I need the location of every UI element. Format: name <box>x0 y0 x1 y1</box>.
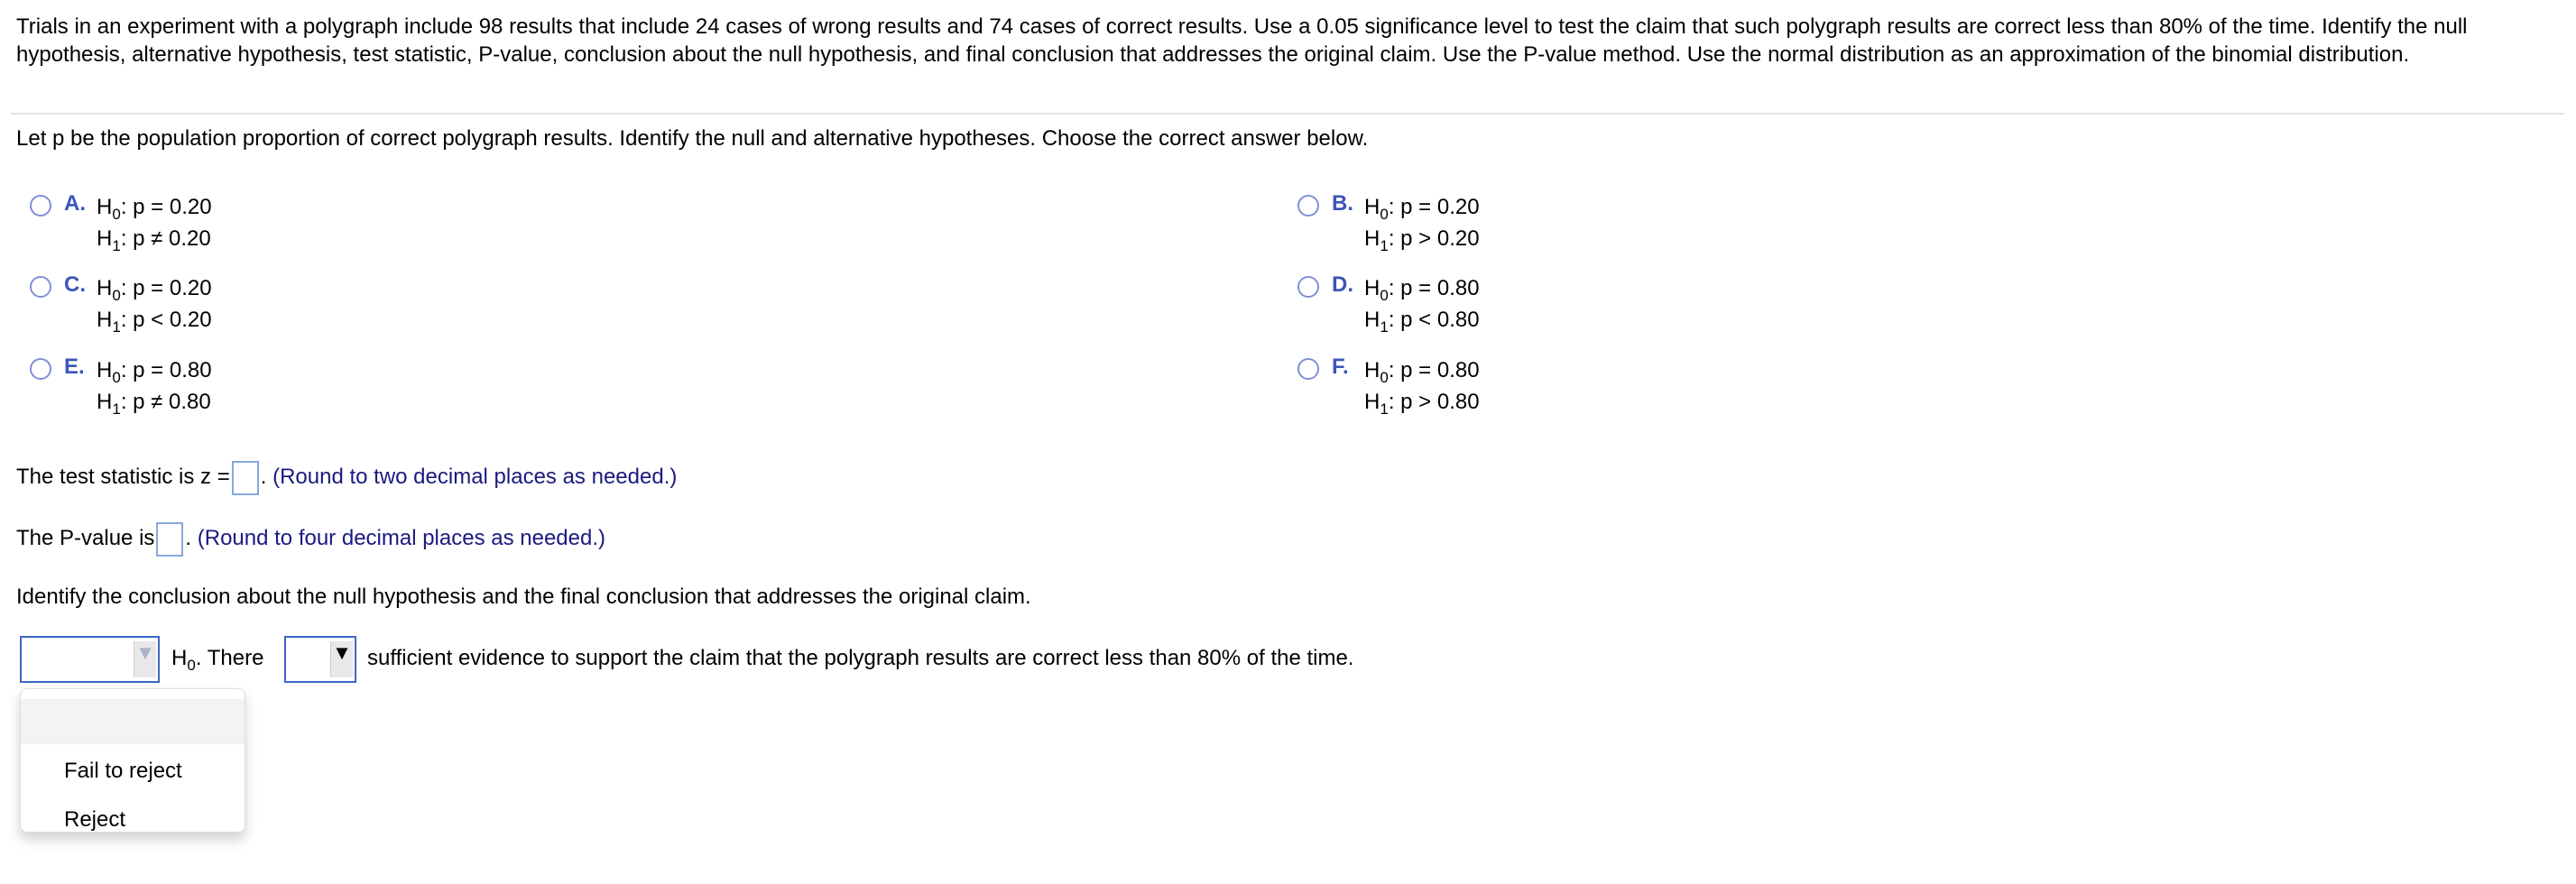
test-statistic-input[interactable] <box>232 461 259 495</box>
chevron-down-icon[interactable]: ▼ <box>330 641 353 677</box>
h-subscript: 0 <box>112 287 121 304</box>
h-letter: H <box>171 646 188 670</box>
h1-statement: : p > 0.20 <box>1388 226 1480 251</box>
null-hypothesis <box>97 191 212 223</box>
dropdown-option-reject[interactable]: Reject <box>64 807 126 832</box>
alternative-hypothesis <box>97 223 212 254</box>
dropdown-option-fail-to-reject[interactable]: Fail to reject <box>64 759 182 783</box>
option-d[interactable] <box>1297 272 1480 336</box>
option-e[interactable] <box>30 355 212 418</box>
problem-statement: Trials in an experiment with a polygraph include 98 results that include 24 cases of wrong results and 74 cases of correct results. Use a 0.05 significance level to test the claim that such polygraph results are correct less than 80% of the time. Identify the null hypothesis, alternative hypothesis, test statistic, P-value, conclusion about the null hypothesis, and final conclusion that addresses the original claim. Use the P-value method. Use the normal distribution as an approximation of the binomial distribution. <box>16 14 2468 67</box>
h-subscript: 1 <box>112 237 121 254</box>
h-letter: H <box>1364 195 1380 219</box>
test-statistic-label: The test statistic is z = <box>16 465 230 489</box>
h-letter: H <box>97 226 113 251</box>
h-letter: H <box>1364 308 1380 332</box>
h-letter: H <box>97 308 113 332</box>
h-subscript: 1 <box>1380 237 1389 254</box>
rounding-hint: (Round to two decimal places as needed.) <box>272 465 678 489</box>
h-subscript: 0 <box>112 206 121 223</box>
h0-statement: : p = 0.80 <box>1388 358 1480 382</box>
radio-button[interactable] <box>30 195 51 216</box>
divider <box>11 113 2564 115</box>
option-letter: E. <box>64 355 85 379</box>
h0-statement: : p = 0.80 <box>120 358 212 382</box>
alternative-hypothesis <box>1364 223 1480 254</box>
radio-button[interactable] <box>1297 276 1319 298</box>
h-subscript: 1 <box>1380 401 1389 418</box>
option-b[interactable] <box>1297 191 1480 254</box>
alternative-hypothesis <box>97 304 212 336</box>
chevron-down-icon[interactable]: ▼ <box>134 641 156 677</box>
hypotheses <box>97 272 212 336</box>
h-letter: H <box>97 358 113 382</box>
conclusion-text: sufficient evidence to support the claim that the polygraph results are correct less than 80% of the time. <box>367 646 1354 670</box>
h-letter: H <box>1364 358 1380 382</box>
alternative-hypothesis <box>1364 304 1480 336</box>
h0-statement: : p = 0.80 <box>1388 276 1480 300</box>
h-subscript: 1 <box>112 401 121 418</box>
hypotheses <box>1364 355 1480 418</box>
h-letter: H <box>97 276 113 300</box>
h1-statement: : p < 0.20 <box>120 308 212 332</box>
dropdown-menu <box>20 688 245 833</box>
h-subscript: 0 <box>112 369 121 386</box>
h-subscript: 0 <box>1380 369 1389 386</box>
period: . <box>185 526 192 550</box>
option-letter: F. <box>1332 355 1349 379</box>
radio-button[interactable] <box>1297 195 1319 216</box>
h-letter: H <box>1364 390 1380 414</box>
evidence-dropdown[interactable] <box>284 636 356 683</box>
h-subscript: 0 <box>1380 206 1389 223</box>
h1-statement: : p < 0.80 <box>1388 308 1480 332</box>
test-statistic-row <box>16 460 677 495</box>
option-letter: D. <box>1332 272 1353 297</box>
null-hypothesis <box>97 355 212 386</box>
alternative-hypothesis <box>97 386 212 418</box>
radio-button[interactable] <box>30 276 51 298</box>
there-text: . There <box>195 646 264 670</box>
null-hypothesis <box>1364 272 1480 304</box>
h0-statement: : p = 0.20 <box>1388 195 1480 219</box>
h1-statement: : p ≠ 0.80 <box>120 390 211 414</box>
alternative-hypothesis <box>1364 386 1480 418</box>
hypotheses <box>97 355 212 418</box>
dropdown-option-blank[interactable] <box>21 699 245 744</box>
h-subscript: 1 <box>1380 318 1389 336</box>
h-letter: H <box>1364 276 1380 300</box>
conclusion-prompt: Identify the conclusion about the null hypothesis and the final conclusion that addresses the original claim. <box>16 585 1031 609</box>
rounding-hint: (Round to four decimal places as needed.) <box>197 526 606 550</box>
h-letter: H <box>1364 226 1380 251</box>
option-a[interactable] <box>30 191 212 254</box>
p-value-input[interactable] <box>156 522 183 557</box>
h-subscript: 0 <box>1380 287 1389 304</box>
h-letter: H <box>97 390 113 414</box>
null-hypothesis <box>97 272 212 304</box>
radio-button[interactable] <box>30 358 51 380</box>
option-c[interactable] <box>30 272 212 336</box>
question-prompt: Let p be the population proportion of correct polygraph results. Identify the null and alternative hypotheses. Choose the correct answer below. <box>16 126 1369 151</box>
option-f[interactable] <box>1297 355 1480 418</box>
h-subscript: 0 <box>187 657 196 674</box>
h1-statement: : p ≠ 0.20 <box>120 226 211 251</box>
null-hypothesis-dropdown[interactable] <box>20 636 160 683</box>
null-hypothesis <box>1364 355 1480 386</box>
hypotheses <box>1364 272 1480 336</box>
h1-statement: : p > 0.80 <box>1388 390 1480 414</box>
h0-label <box>171 646 264 674</box>
period: . <box>260 465 267 489</box>
null-hypothesis <box>1364 191 1480 223</box>
h0-statement: : p = 0.20 <box>120 276 212 300</box>
h-letter: H <box>97 195 113 219</box>
h0-statement: : p = 0.20 <box>120 195 212 219</box>
hypotheses <box>97 191 212 254</box>
hypotheses <box>1364 191 1480 254</box>
option-letter: B. <box>1332 191 1353 216</box>
p-value-row <box>16 521 605 557</box>
h-subscript: 1 <box>112 318 121 336</box>
option-letter: A. <box>64 191 86 216</box>
radio-button[interactable] <box>1297 358 1319 380</box>
p-value-label: The P-value is <box>16 526 155 550</box>
option-letter: C. <box>64 272 86 297</box>
